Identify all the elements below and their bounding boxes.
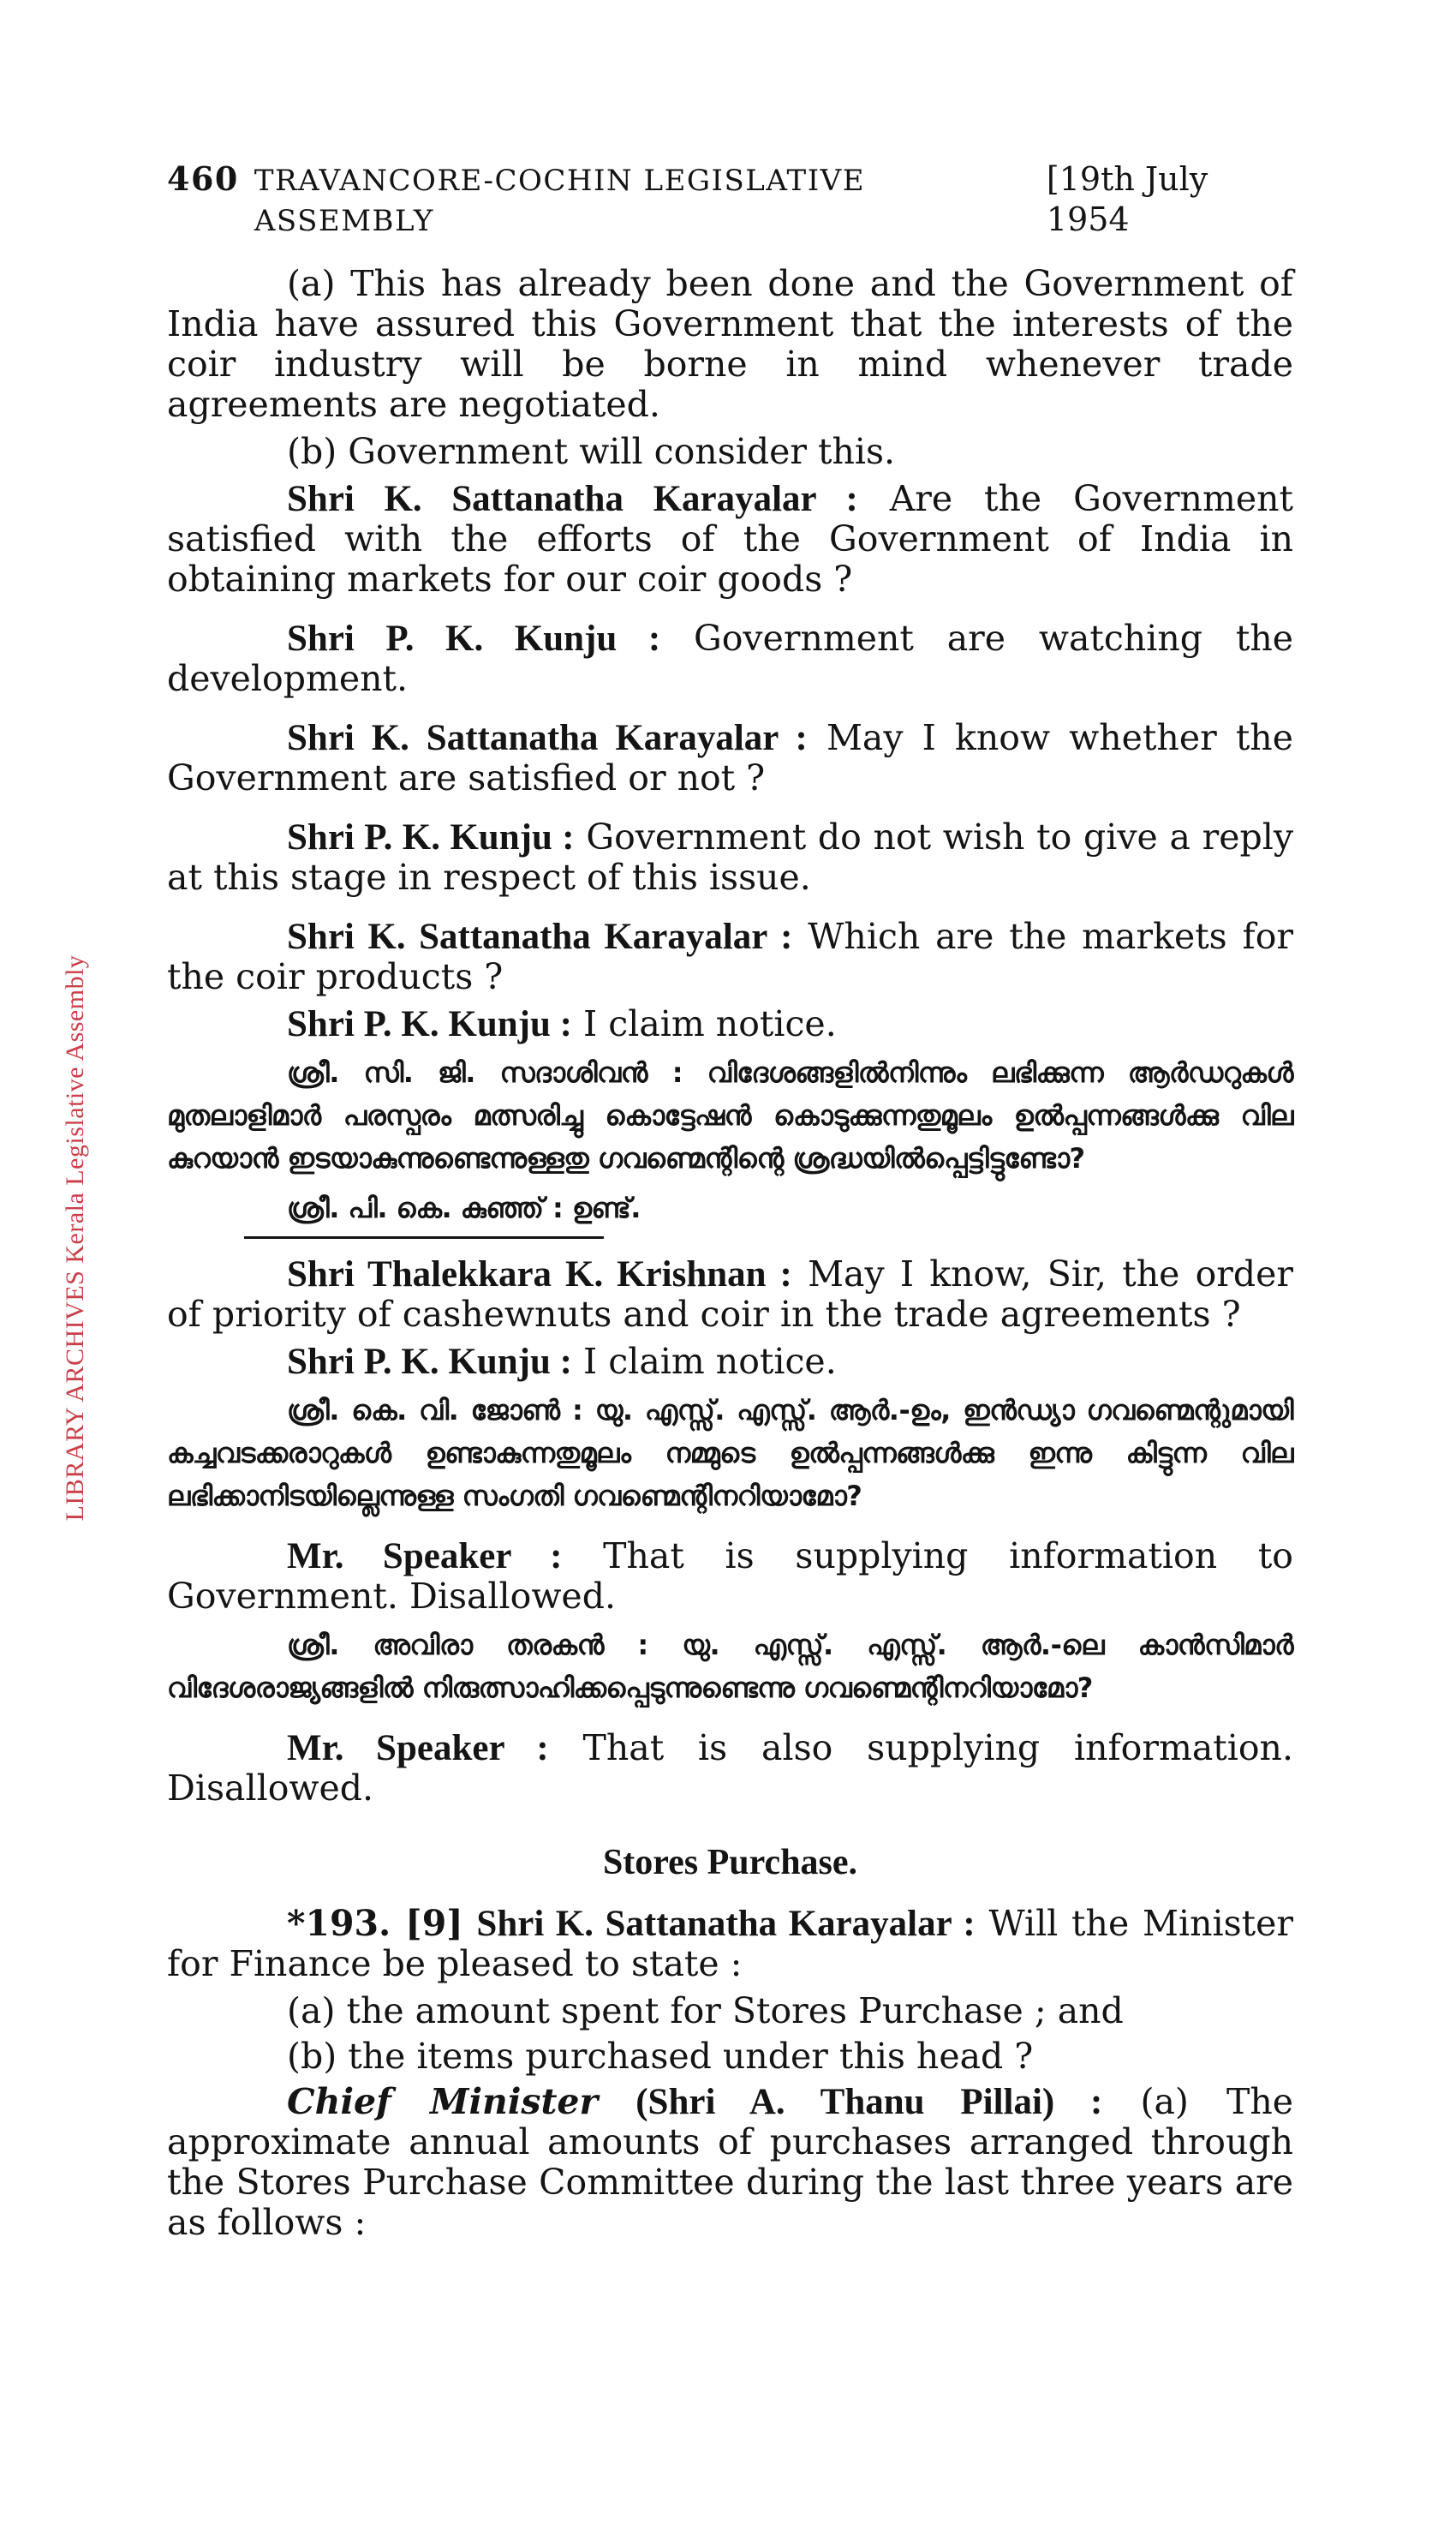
speech-text: May I know, Sir, the order of priority of cashewnuts and coir in the trade agreements ?: [167, 1253, 1293, 1335]
watermark: LIBRARY ARCHIVES Kerala Legislative Assembly: [61, 954, 89, 1522]
speech-text: Will the Minister for Finance be pleased to state :: [167, 1903, 1293, 1984]
speaker-name: ശ്രീ. അവിരാ തരകൻ :: [287, 1629, 648, 1661]
speaker-name: Mr. Speaker :: [287, 1728, 549, 1768]
answer-paragraph: (b) Government will consider this.: [287, 431, 896, 472]
speech-text: I claim notice.: [583, 1341, 837, 1382]
malayalam-paragraph: [167, 1187, 1293, 1229]
speech-text: Government are watching the development.: [167, 618, 1293, 699]
question-item: (b) the items purchased under this head ?: [287, 2036, 1034, 2077]
dialogue-paragraph: [167, 479, 1293, 600]
speech-text: യു. എസ്സ്. എസ്സ്. ആർ.-ഉം, ഇൻഡ്യാ ഗവണ്മെന്റുമായി കച്ചവടക്കരാറുകൾ ഉണ്ടാകുന്നതുമൂലം നമ്മുടെ ഉൽപ്പന്നങ്ങൾക്കു ഇന്നു കിട്ടുന്ന വില ലഭിക്കാനിടയില്ലെന്നുള്ള സംഗതി ഗവണ്മെന്റിനറിയാമോ?: [167, 1394, 1294, 1512]
speaker-name: ശ്രീ. പി. കെ. കുഞ്ഞ് :: [287, 1192, 564, 1224]
dialogue-paragraph: [167, 1728, 1293, 1809]
answer-paragraph: [167, 2082, 1293, 2243]
speech-text: May I know whether the Government are satisfied or not ?: [167, 717, 1293, 798]
page-header: [167, 158, 1293, 242]
speaker-name: Shri P. K. Kunju :: [287, 619, 661, 659]
dialogue-paragraph: [167, 817, 1293, 898]
speaker-name: ശ്രീ. സി. ജി. സദാശിവൻ :: [287, 1056, 683, 1089]
speaker-title: Chief Minister: [287, 2081, 599, 2122]
speaker-name: Shri K. Sattanatha Karayalar :: [287, 718, 808, 758]
dialogue-paragraph: [167, 619, 1293, 699]
speech-text: Government do not wish to give a reply at this stage in respect of this issue.: [167, 816, 1293, 898]
speech-text: That is also supplying information. Disallowed.: [167, 1727, 1293, 1809]
dialogue-paragraph: [167, 1004, 1293, 1044]
speaker-name: Shri K. Sattanatha Karayalar :: [476, 1904, 976, 1944]
malayalam-paragraph: [167, 1624, 1293, 1709]
speech-text: ഉണ്ട്.: [571, 1192, 641, 1224]
speech-text: യു. എസ്സ്. എസ്സ്. ആർ.-ലെ കാൻസിമാർ വിദേശരാജ്യങ്ങളിൽ നിരുത്സാഹിക്കപ്പെടുന്നുണ്ടെന്നു ഗവണ്മെന്റിനറിയാമോ?: [167, 1629, 1293, 1704]
header-date: [19th July 1954: [1046, 160, 1208, 238]
header-title: TRAVANCORE-COCHIN LEGISLATIVE ASSEMBLY: [254, 164, 866, 238]
page-number: 460: [167, 159, 239, 198]
dialogue-paragraph: [167, 1254, 1293, 1335]
speech-text: (a) The approximate annual amounts of purchases arranged through the Stores Purchase Committee during the last three years are as follows :: [167, 2081, 1294, 2243]
speaker-name: (Shri A. Thanu Pillai) :: [636, 2082, 1103, 2122]
divider-rule: [244, 1236, 604, 1239]
answer-paragraph: (a) This has already been done and the Government of India have assured this Government that the interests of the coir industry will be borne in mind whenever trade agreements are negotiated.: [167, 263, 1293, 425]
malayalam-paragraph: [167, 1389, 1293, 1517]
speaker-name: ശ്രീ. കെ. വി. ജോൺ :: [287, 1394, 583, 1426]
speech-text: That is supplying information to Government. Disallowed.: [167, 1535, 1293, 1617]
speaker-name: Shri P. K. Kunju :: [287, 817, 575, 858]
dialogue-paragraph: [167, 917, 1293, 997]
speech-text: Which are the markets for the coir products ?: [167, 916, 1293, 997]
section-heading: Stores Purchase.: [602, 1843, 858, 1882]
dialogue-paragraph: [167, 1536, 1293, 1617]
speaker-name: Shri Thalekkara K. Krishnan :: [287, 1254, 792, 1295]
question-paragraph: [167, 1904, 1293, 1984]
dialogue-paragraph: [167, 718, 1293, 798]
dialogue-paragraph: [167, 1342, 1293, 1382]
speaker-name: Shri K. Sattanatha Karayalar :: [287, 917, 793, 957]
malayalam-paragraph: [167, 1051, 1293, 1180]
speaker-name: Shri P. K. Kunju :: [287, 1342, 572, 1382]
speaker-name: Shri K. Sattanatha Karayalar :: [287, 479, 858, 519]
page-body: [167, 158, 1293, 2250]
speaker-name: Mr. Speaker :: [287, 1536, 563, 1576]
question-number: *193. [9]: [287, 1903, 463, 1944]
question-item: (a) the amount spent for Stores Purchase ; and: [287, 1990, 1124, 2031]
speaker-name: Shri P. K. Kunju :: [287, 1004, 572, 1044]
speech-text: Are the Government satisfied with the efforts of the Government of India in obtaining markets for our coir goods ?: [167, 478, 1293, 600]
speech-text: വിദേശങ്ങളിൽനിന്നും ലഭിക്കുന്ന ആർഡറുകൾ മുതലാളിമാർ പരസ്പരം മത്സരിച്ചു കൊട്ടേഷൻ കൊടുക്കുന്നതുമൂലം ഉൽപ്പന്നങ്ങൾക്കു വില കുറയാൻ ഇടയാകുന്നുണ്ടെന്നുള്ളതു ഗവണ്മെന്റിന്റെ ശ്രദ്ധയിൽപ്പെട്ടിട്ടുണ്ടോ?: [167, 1056, 1294, 1175]
speech-text: I claim notice.: [583, 1003, 837, 1044]
